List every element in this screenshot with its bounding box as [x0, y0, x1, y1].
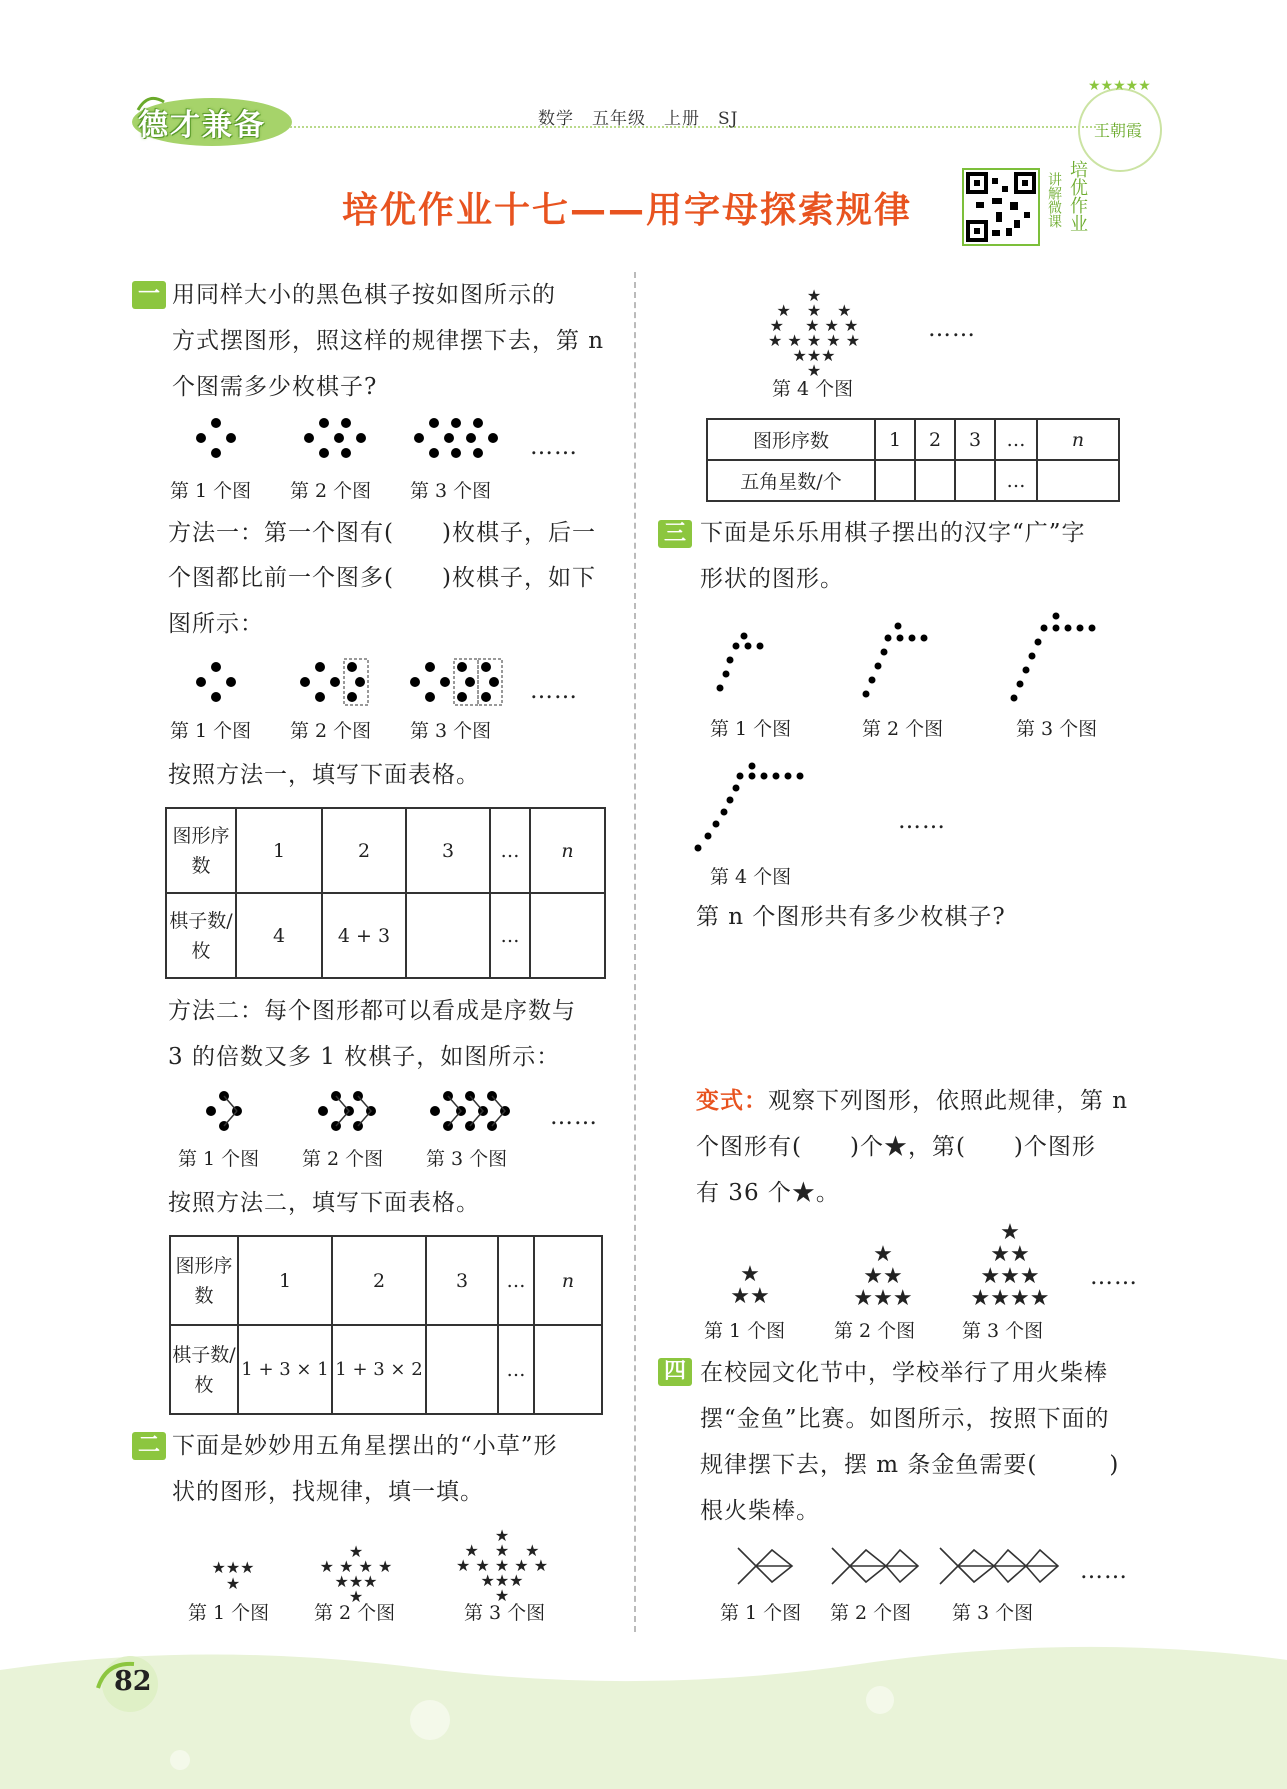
- table-cell: 1 + 3 × 1: [238, 1325, 332, 1414]
- q2-line1: 下面是妙妙用五角星摆出的“小草”形: [172, 1433, 558, 1459]
- table-cell: 4 + 3: [322, 893, 406, 978]
- q3-line1: 下面是乐乐用棋子摆出的汉字“广”字: [700, 520, 1086, 546]
- answer-cell[interactable]: [426, 1325, 498, 1414]
- table-row-head: 图形序数: [166, 808, 236, 893]
- q1-line3: 个图需多少枚棋子?: [172, 374, 378, 400]
- q3-figure-2: [862, 622, 932, 702]
- table-row-head: 五角星数/个: [707, 460, 875, 501]
- table-row-head: 图形序数: [170, 1236, 238, 1325]
- table-row-head: 图形序数: [707, 419, 875, 460]
- q1-figure-3: [414, 418, 498, 458]
- answer-cell[interactable]: [534, 1325, 602, 1414]
- q4-fig-label-3: 第 3 个图: [952, 1602, 1034, 1624]
- q2-ellipsis: ……: [928, 316, 976, 342]
- table-cell: 1: [236, 808, 322, 893]
- q1-method2-figure-1: [206, 1090, 246, 1132]
- stars-icon: ★★★★★: [1088, 78, 1151, 94]
- q2-figure-3: ★ ★ ★ ★ ★ ★ ★ ★ ★ ★★★ ★: [455, 1526, 549, 1605]
- q3-line2: 形状的图形。: [700, 566, 844, 592]
- variant-figure-1: ★ ★★: [730, 1262, 770, 1309]
- question-number-1: 一: [132, 281, 166, 309]
- qr-code-icon[interactable]: [962, 168, 1040, 246]
- q1-table-method1: [165, 807, 606, 979]
- q3-fig-label-3: 第 3 个图: [1016, 718, 1098, 740]
- q1-fig-label-2: 第 2 个图: [290, 480, 372, 502]
- table-cell: …: [490, 808, 530, 893]
- q3-figure-1: [716, 632, 768, 702]
- table-cell: n: [1037, 419, 1119, 460]
- q1-method1-figure-3: [410, 658, 506, 706]
- q3-variant-line1: [696, 1078, 1128, 1124]
- q1-method1-line2: 个图都比前一个图多( )枚棋子，如下: [168, 565, 596, 591]
- q3-variant-line3: 有 36 个★。: [696, 1180, 840, 1206]
- q1-method1-line3: 图所示：: [168, 611, 264, 637]
- q3-ellipsis: ……: [898, 808, 946, 834]
- q1-method1-figure-1: [196, 662, 236, 702]
- variant-figure-3: ★ ★★ ★★★ ★★★★: [970, 1220, 1050, 1311]
- q3-figure-3: [1010, 612, 1096, 702]
- table-cell: 1: [875, 419, 915, 460]
- table-cell: …: [498, 1236, 534, 1325]
- q1-line1: 用同样大小的黑色棋子按如图所示的: [172, 282, 556, 308]
- q1-method1-figure-2: [300, 658, 372, 706]
- answer-cell[interactable]: [1037, 460, 1119, 501]
- table-cell: n: [530, 808, 605, 893]
- q4-figure-3: [938, 1544, 1060, 1588]
- q1-table2-note: 按照方法二，填写下面表格。: [168, 1190, 480, 1216]
- variant-fig-label-1: 第 1 个图: [704, 1320, 786, 1342]
- variant-text: 观察下列图形，依照此规律，第 n: [768, 1088, 1129, 1114]
- q1-ellipsis-2: ……: [530, 678, 578, 704]
- table-cell: …: [498, 1325, 534, 1414]
- q4-line2: 摆“金鱼”比赛。如图所示，按照下面的: [700, 1406, 1110, 1432]
- q1-fig-label-3: 第 3 个图: [410, 480, 492, 502]
- table-cell: …: [490, 893, 530, 978]
- table-row-head: 棋子数/枚: [166, 893, 236, 978]
- q2-line2: 状的图形，找规律，填一填。: [172, 1479, 484, 1505]
- brand-seal: [1078, 78, 1162, 172]
- variant-fig-label-2: 第 2 个图: [834, 1320, 916, 1342]
- q4-figure-1: [736, 1544, 796, 1588]
- answer-cell[interactable]: [875, 460, 915, 501]
- q3-variant-line2: 个图形有( )个★，第( )个图形: [696, 1134, 1096, 1160]
- q1-method2-line1: 方法二：每个图形都可以看成是序数与: [168, 998, 576, 1024]
- q1-figure-2: [304, 418, 366, 458]
- qr-caption-1: 培优作业: [1067, 160, 1088, 232]
- q1-method1-label-3: 第 3 个图: [410, 720, 492, 742]
- q4-line1: 在校园文化节中，学校举行了用火柴棒: [700, 1360, 1108, 1386]
- q1-table-method2: [169, 1235, 603, 1415]
- table-row-head: 棋子数/枚: [170, 1325, 238, 1414]
- q3-fig-label-1: 第 1 个图: [710, 718, 792, 740]
- q1-table1-note: 按照方法一，填写下面表格。: [168, 762, 480, 788]
- q3-fig-label-4: 第 4 个图: [710, 866, 792, 888]
- q2-table: [706, 418, 1120, 502]
- q1-ellipsis-3: ……: [550, 1104, 598, 1130]
- table-cell: 3: [426, 1236, 498, 1325]
- table-cell: 1 + 3 × 2: [332, 1325, 426, 1414]
- q1-method2-figure-3: [430, 1090, 518, 1132]
- q4-fig-label-1: 第 1 个图: [720, 1602, 802, 1624]
- table-cell: 2: [915, 419, 955, 460]
- q1-method2-label-2: 第 2 个图: [302, 1148, 384, 1170]
- question-number-2: 二: [132, 1432, 166, 1460]
- variant-label: 变式：: [696, 1088, 768, 1114]
- variant-fig-label-3: 第 3 个图: [962, 1320, 1044, 1342]
- q1-method1-line1: 方法一：第一个图有( )枚棋子，后一: [168, 520, 596, 546]
- question-number-3: 三: [658, 520, 692, 548]
- question-number-4: 四: [658, 1358, 692, 1386]
- answer-cell[interactable]: [915, 460, 955, 501]
- answer-cell[interactable]: [406, 893, 490, 978]
- q4-ellipsis: ……: [1080, 1558, 1128, 1584]
- answer-cell[interactable]: [530, 893, 605, 978]
- page-title: 培优作业十七——用字母探索规律: [342, 190, 913, 231]
- q4-figure-2: [830, 1544, 920, 1588]
- page-number: 82: [114, 1666, 152, 1697]
- q1-line2: 方式摆图形，照这样的规律摆下去，第 n: [172, 328, 605, 354]
- table-cell: 3: [406, 808, 490, 893]
- q2-figure-1: ★★★ ★: [211, 1558, 255, 1593]
- qr-caption-2: 讲解微课: [1046, 172, 1062, 228]
- q1-fig-label-1: 第 1 个图: [170, 480, 252, 502]
- q2-fig-label-1: 第 1 个图: [188, 1602, 270, 1624]
- brand-name: 王朝霞: [1094, 121, 1143, 140]
- q2-fig-label-2: 第 2 个图: [314, 1602, 396, 1624]
- q1-method2-label-1: 第 1 个图: [178, 1148, 260, 1170]
- table-cell: 4: [236, 893, 322, 978]
- footer-wave: [0, 1640, 1287, 1789]
- q1-method1-label-1: 第 1 个图: [170, 720, 252, 742]
- table-cell: 2: [322, 808, 406, 893]
- q4-line3: 规律摆下去，摆 m 条金鱼需要( ): [700, 1452, 1120, 1478]
- q3-fig-label-2: 第 2 个图: [862, 718, 944, 740]
- table-cell: n: [534, 1236, 602, 1325]
- table-cell: 3: [955, 419, 995, 460]
- variant-ellipsis: ……: [1090, 1264, 1138, 1290]
- table-cell: …: [995, 419, 1037, 460]
- answer-cell[interactable]: [955, 460, 995, 501]
- q1-method2-label-3: 第 3 个图: [426, 1148, 508, 1170]
- q2-fig-label-4: 第 4 个图: [772, 378, 854, 400]
- logo-text: 德才兼备: [138, 108, 266, 143]
- q1-method2-figure-2: [318, 1090, 382, 1132]
- q1-method1-label-2: 第 2 个图: [290, 720, 372, 742]
- subject-line: 数学 五年级 上册 SJ: [538, 109, 739, 129]
- q1-ellipsis-1: ……: [530, 434, 578, 460]
- variant-figure-2: ★ ★★ ★★★: [853, 1242, 913, 1311]
- column-divider: [634, 272, 636, 1632]
- q2-figure-2: ★ ★ ★ ★ ★ ★★★ ★: [319, 1542, 393, 1606]
- q4-line4: 根火柴棒。: [700, 1498, 820, 1524]
- q2-figure-4: ★ ★ ★ ★ ★ ★ ★ ★ ★ ★ ★ ★ ★ ★★★ ★: [767, 286, 861, 380]
- q2-fig-label-3: 第 3 个图: [464, 1602, 546, 1624]
- table-cell: …: [995, 460, 1037, 501]
- table-cell: 1: [238, 1236, 332, 1325]
- q4-fig-label-2: 第 2 个图: [830, 1602, 912, 1624]
- q3-question: 第 n 个图形共有多少枚棋子?: [696, 904, 1006, 930]
- table-cell: 2: [332, 1236, 426, 1325]
- q3-figure-4: [694, 762, 804, 856]
- q1-method2-line2: 3 的倍数又多 1 枚棋子，如图所示：: [168, 1044, 561, 1070]
- q1-figure-1: [196, 418, 236, 458]
